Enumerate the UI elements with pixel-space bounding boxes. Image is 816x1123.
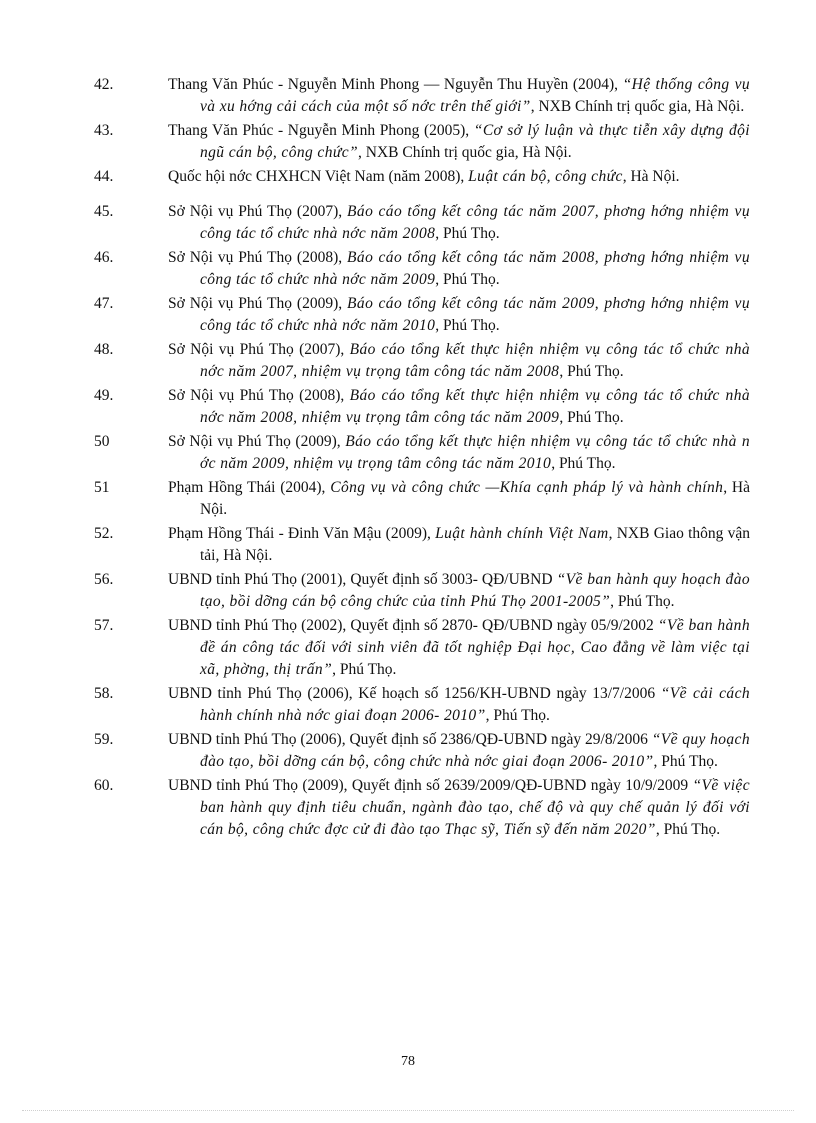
reference-item: 57. UBND tỉnh Phú Thọ (2002), Quyết định số 2870- QĐ/UBND ngày 05/9/2002 “Về ban hành đề án công tác đối với sinh viên đã tốt nghiệp Đại học, Cao đẳng về làm việc tại xã, phờng, thị trấn”, Phú Thọ. bbox=[94, 617, 750, 678]
reference-author: Sở Nội vụ Phú Thọ (2007), bbox=[168, 341, 350, 358]
reference-publisher: , Phú Thọ. bbox=[559, 363, 624, 380]
reference-item: 42. Thang Văn Phúc - Nguyễn Minh Phong — Nguyễn Thu Huyền (2004), “Hệ thống công vụ và xu hớng cải cách của một số nớc trên thế giới”, NXB Chính trị quốc gia, Hà Nội. bbox=[94, 76, 750, 115]
reference-publisher: , NXB Giao thông vận tải, Hà Nội. bbox=[200, 525, 750, 564]
reference-title: “Về ban hành quy hoạch đào tạo, bồi dỡng cán bộ công chức của tỉnh Phú Thọ 2001-2005” bbox=[200, 571, 750, 610]
reference-item: 56. UBND tỉnh Phú Thọ (2001), Quyết định số 3003- QĐ/UBND “Về ban hành quy hoạch đào tạo, bồi dỡng cán bộ công chức của tỉnh Phú Thọ 2001-2005”, Phú Thọ. bbox=[94, 571, 750, 610]
reference-publisher: , Phú Thọ. bbox=[485, 707, 550, 724]
reference-title: Báo cáo tổng kết công tác năm 2009, phơng hớng nhiệm vụ công tác tổ chức nhà nớc năm 2010 bbox=[200, 295, 750, 334]
reference-item: 45. Sở Nội vụ Phú Thọ (2007), Báo cáo tổng kết công tác năm 2007, phơng hớng nhiệm vụ công tác tổ chức nhà nớc năm 2008, Phú Thọ. bbox=[94, 203, 750, 242]
reference-author: Quốc hội nớc CHXHCN Việt Nam (năm 2008), bbox=[168, 168, 469, 185]
reference-publisher: , Hà Nội. bbox=[200, 479, 750, 518]
reference-title: Báo cáo tổng kết thực hiện nhiệm vụ công tác tổ chức nhà nớc năm 2007, nhiệm vụ trọng tâm công tác năm 2008 bbox=[200, 341, 750, 380]
reference-title: Luật cán bộ, công chức bbox=[468, 168, 623, 185]
reference-item: 43. Thang Văn Phúc - Nguyễn Minh Phong (2005), “Cơ sở lý luận và thực tiễn xây dựng đội ngũ cán bộ, công chức”, NXB Chính trị quốc gia, Hà Nội. bbox=[94, 122, 750, 161]
reference-item: 52. Phạm Hồng Thái - Đinh Văn Mậu (2009), Luật hành chính Việt Nam, NXB Giao thông vận tải, Hà Nội. bbox=[94, 525, 750, 564]
reference-title: Báo cáo tổng kết thực hiện nhiệm vụ công tác tổ chức nhà nớc năm 2008, nhiệm vụ trọng tâm công tác năm 2009 bbox=[200, 387, 750, 426]
reference-item: 51 Phạm Hồng Thái (2004), Công vụ và công chức —Khía cạnh pháp lý và hành chính, Hà Nội. bbox=[94, 479, 750, 518]
reference-item: 47. Sở Nội vụ Phú Thọ (2009), Báo cáo tổng kết công tác năm 2009, phơng hớng nhiệm vụ công tác tổ chức nhà nớc năm 2010, Phú Thọ. bbox=[94, 295, 750, 334]
reference-title: “Về việc ban hành quy định tiêu chuẩn, ngành đào tạo, chế độ và quy chế quản lý đối với cán bộ, công chức đợc cử đi đào tạo Thạc sỹ, Tiến sỹ đến năm 2020” bbox=[200, 777, 750, 838]
reference-publisher: , Phú Thọ. bbox=[653, 753, 718, 770]
reference-title: “Về cải cách hành chính nhà nớc giai đoạn 2006- 2010” bbox=[200, 685, 750, 724]
reference-title: “Về ban hành đề án công tác đối với sinh viên đã tốt nghiệp Đại học, Cao đẳng về làm việc tại xã, phờng, thị trấn” bbox=[200, 617, 750, 678]
reference-author: Sở Nội vụ Phú Thọ (2009), bbox=[168, 295, 348, 312]
reference-publisher: , NXB Chính trị quốc gia, Hà Nội. bbox=[358, 144, 572, 161]
reference-item: 50 Sở Nội vụ Phú Thọ (2009), Báo cáo tổng kết thực hiện nhiệm vụ công tác tổ chức nhà n ớc năm 2009, nhiệm vụ trọng tâm công tác năm 2010, Phú Thọ. bbox=[94, 433, 750, 472]
reference-title: “Về quy hoạch đào tạo, bồi dỡng cán bộ, công chức nhà nớc giai đoạn 2006- 2010” bbox=[200, 731, 750, 770]
reference-author: Sở Nội vụ Phú Thọ (2009), bbox=[168, 433, 346, 450]
reference-author: Thang Văn Phúc - Nguyễn Minh Phong — Nguyễn Thu Huyền (2004), bbox=[168, 76, 623, 93]
reference-publisher: , Phú Thọ. bbox=[559, 409, 624, 426]
reference-author: Phạm Hồng Thái (2004), bbox=[168, 479, 331, 496]
reference-item: 59. UBND tỉnh Phú Thọ (2006), Quyết định số 2386/QĐ-UBND ngày 29/8/2006 “Về quy hoạch đào tạo, bồi dỡng cán bộ, công chức nhà nớc giai đoạn 2006- 2010”, Phú Thọ. bbox=[94, 731, 750, 770]
reference-author: Thang Văn Phúc - Nguyễn Minh Phong (2005), bbox=[168, 122, 474, 139]
reference-author: Sở Nội vụ Phú Thọ (2007), bbox=[168, 203, 348, 220]
reference-author: UBND tỉnh Phú Thọ (2006), Kế hoạch số 1256/KH-UBND ngày 13/7/2006 bbox=[168, 685, 661, 702]
reference-publisher: , Phú Thọ. bbox=[435, 225, 500, 242]
reference-author: UBND tỉnh Phú Thọ (2002), Quyết định số 2870- QĐ/UBND ngày 05/9/2002 bbox=[168, 617, 658, 634]
reference-publisher: , Phú Thọ. bbox=[610, 593, 675, 610]
reference-title: Công vụ và công chức —Khía cạnh pháp lý và hành chính bbox=[330, 479, 724, 496]
reference-publisher: , Phú Thọ. bbox=[332, 661, 397, 678]
reference-title: Báo cáo tổng kết thực hiện nhiệm vụ công tác tổ chức nhà n ớc năm 2009, nhiệm vụ trọng tâm công tác năm 2010 bbox=[200, 433, 750, 472]
reference-item: 44. Quốc hội nớc CHXHCN Việt Nam (năm 2008), Luật cán bộ, công chức, Hà Nội. bbox=[94, 168, 680, 185]
reference-item: 49. Sở Nội vụ Phú Thọ (2008), Báo cáo tổng kết thực hiện nhiệm vụ công tác tổ chức nhà nớc năm 2008, nhiệm vụ trọng tâm công tác năm 2009, Phú Thọ. bbox=[94, 387, 750, 426]
reference-item: 48. Sở Nội vụ Phú Thọ (2007), Báo cáo tổng kết thực hiện nhiệm vụ công tác tổ chức nhà nớc năm 2007, nhiệm vụ trọng tâm công tác năm 2008, Phú Thọ. bbox=[94, 341, 750, 380]
reference-title: Báo cáo tổng kết công tác năm 2007, phơng hớng nhiệm vụ công tác tổ chức nhà nớc năm 2008 bbox=[200, 203, 750, 242]
reference-item: 46. Sở Nội vụ Phú Thọ (2008), Báo cáo tổng kết công tác năm 2008, phơng hớng nhiệm vụ công tác tổ chức nhà nớc năm 2009, Phú Thọ. bbox=[94, 249, 750, 288]
page-number: 78 bbox=[401, 1054, 415, 1069]
reference-title: “Cơ sở lý luận và thực tiễn xây dựng đội ngũ cán bộ, công chức” bbox=[200, 122, 750, 161]
reference-item: 58. UBND tỉnh Phú Thọ (2006), Kế hoạch số 1256/KH-UBND ngày 13/7/2006 “Về cải cách hành chính nhà nớc giai đoạn 2006- 2010”, Phú Thọ. bbox=[94, 685, 750, 724]
reference-author: Phạm Hồng Thái - Đinh Văn Mậu (2009), bbox=[168, 525, 436, 542]
reference-title: “Hệ thống công vụ và xu hớng cải cách của một số nớc trên thế giới” bbox=[200, 76, 750, 115]
reference-item: 60. UBND tỉnh Phú Thọ (2009), Quyết định số 2639/2009/QĐ-UBND ngày 10/9/2009 “Về việc ban hành quy định tiêu chuẩn, ngành đào tạo, chế độ và quy chế quản lý đối với cán bộ, công chức đợc cử đi đào tạo Thạc sỹ, Tiến sỹ đến năm 2020”, Phú Thọ. bbox=[94, 777, 750, 838]
reference-author: Sở Nội vụ Phú Thọ (2008), bbox=[168, 387, 350, 404]
reference-title: Luật hành chính Việt Nam bbox=[435, 525, 609, 542]
reference-publisher: , Hà Nội. bbox=[622, 168, 680, 185]
reference-author: UBND tỉnh Phú Thọ (2009), Quyết định số 2639/2009/QĐ-UBND ngày 10/9/2009 bbox=[168, 777, 693, 794]
reference-author: UBND tỉnh Phú Thọ (2001), Quyết định số 3003- QĐ/UBND bbox=[168, 571, 557, 588]
reference-author: UBND tỉnh Phú Thọ (2006), Quyết định số 2386/QĐ-UBND ngày 29/8/2006 bbox=[168, 731, 652, 748]
reference-publisher: , Phú Thọ. bbox=[435, 271, 500, 288]
page-bottom-divider bbox=[22, 1110, 794, 1111]
reference-author: Sở Nội vụ Phú Thọ (2008), bbox=[168, 249, 348, 266]
reference-publisher: , Phú Thọ. bbox=[551, 455, 616, 472]
reference-title: Báo cáo tổng kết công tác năm 2008, phơng hớng nhiệm vụ công tác tổ chức nhà nớc năm 2009 bbox=[200, 249, 750, 288]
reference-list bbox=[94, 74, 750, 843]
reference-publisher: , Phú Thọ. bbox=[655, 821, 721, 838]
reference-publisher: , Phú Thọ. bbox=[435, 317, 500, 334]
reference-publisher: , NXB Chính trị quốc gia, Hà Nội. bbox=[530, 98, 745, 115]
